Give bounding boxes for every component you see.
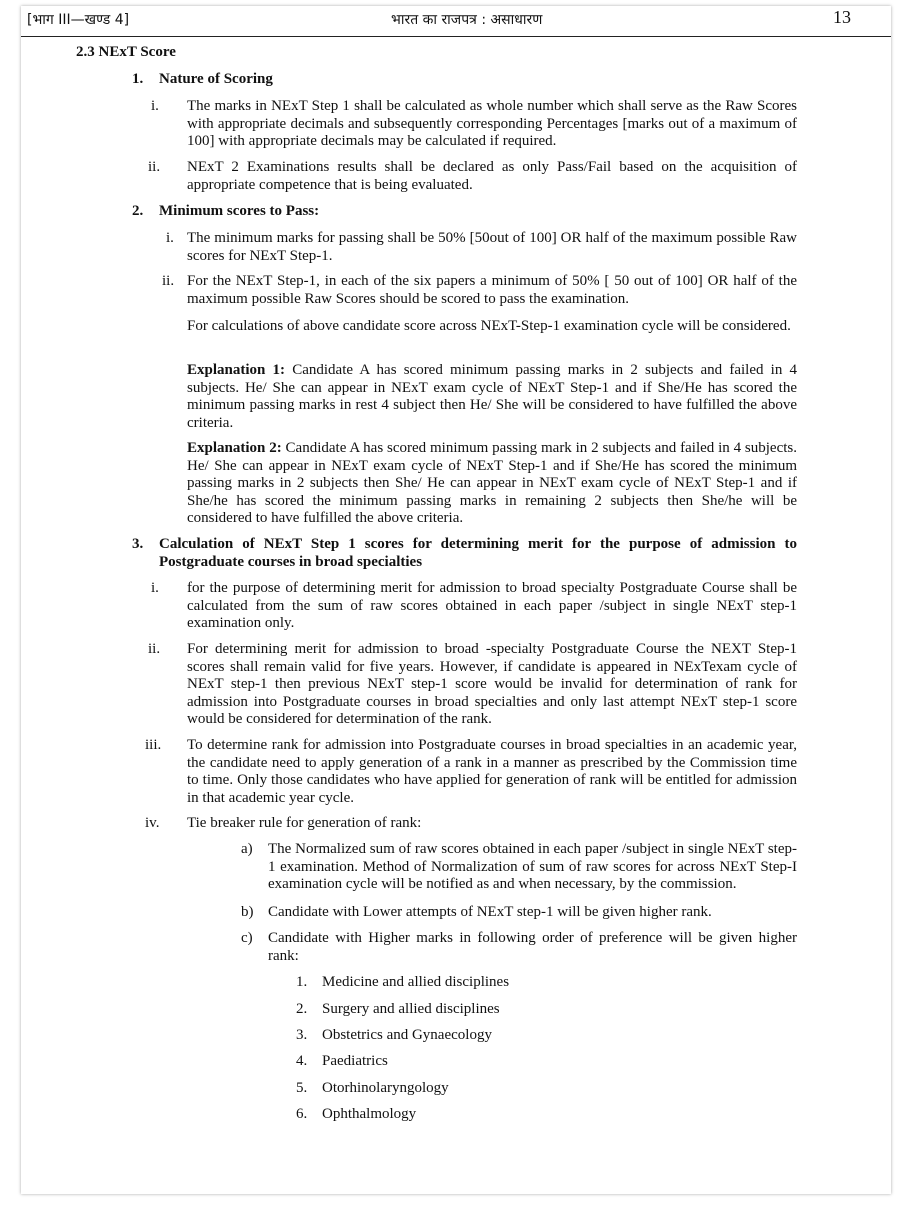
s2-item-1-text: The minimum marks for passing shall be 50% [50out of 100] OR half of the maximum possible Raw scores for NExT Step-1. bbox=[187, 230, 797, 264]
page-number: 13 bbox=[833, 7, 851, 27]
subject-3-num: 3. bbox=[296, 1027, 308, 1043]
s1-item-2-num: ii. bbox=[148, 159, 161, 175]
s3-title: Calculation of NExT Step 1 scores for determining merit for the purpose of admission to Postgraduate courses in broad specialties bbox=[159, 536, 797, 570]
section-heading bbox=[76, 44, 176, 62]
section-title: NExT Score bbox=[98, 44, 176, 60]
tie-rule-b-num: b) bbox=[241, 904, 254, 920]
tie-rule-c-num: c) bbox=[241, 930, 253, 946]
s2-title: Minimum scores to Pass: bbox=[159, 203, 320, 219]
s1-item-2-text: NExT 2 Examinations results shall be declared as only Pass/Fail based on the acquisition of appropriate competence that is being evaluated. bbox=[187, 159, 797, 193]
tie-rule-a-text: The Normalized sum of raw scores obtained in each paper /subject in single NExT step-1 examination. Method of Normalization of sum of raw scores for across NExT Step-I examination cycle will be notified as and when necessary, by the commission. bbox=[268, 841, 797, 893]
s2-item-2-num: ii. bbox=[162, 273, 175, 289]
subject-1-num: 1. bbox=[296, 974, 308, 990]
s3-item-3-num: iii. bbox=[145, 737, 162, 753]
s3-item-4-num: iv. bbox=[145, 815, 160, 831]
s2-note: For calculations of above candidate score across NExT-Step-1 examination cycle will be considered. bbox=[187, 318, 791, 334]
s3-item-3-text: To determine rank for admission into Postgraduate courses in broad specialties in an academic year, the candidate need to apply generation of a rank in a manner as prescribed by the Commission time to time. Only those candidates who have applied for generation of rank will be entitled for admission in that academic year cycle. bbox=[187, 737, 797, 806]
explanation-2 bbox=[187, 440, 797, 528]
s2-item-1-num: i. bbox=[166, 230, 174, 246]
explanation-1-label: Explanation 1: bbox=[187, 362, 286, 378]
s3-item-1-num: i. bbox=[151, 580, 159, 596]
s1-title: Nature of Scoring bbox=[159, 71, 273, 87]
subject-6-text: Ophthalmology bbox=[322, 1106, 417, 1122]
tie-rule-a-num: a) bbox=[241, 841, 253, 857]
tie-rule-b-text: Candidate with Lower attempts of NExT step-1 will be given higher rank. bbox=[268, 904, 712, 920]
page-header bbox=[21, 6, 891, 37]
s1-item-1-num: i. bbox=[151, 98, 159, 114]
section-number: 2.3 bbox=[76, 44, 95, 60]
subject-4-text: Paediatrics bbox=[322, 1053, 388, 1069]
s3-item-2-num: ii. bbox=[148, 641, 161, 657]
explanation-2-label: Explanation 2: bbox=[187, 440, 282, 456]
header-part: [भाग III—खण्ड 4] bbox=[27, 12, 130, 28]
s1-item-1-text: The marks in NExT Step 1 shall be calculated as whole number which shall serve as the Raw Scores with appropriate decimals and subsequently corresponding Percentages [marks out of a maximum of 100] with appropriate decimals may be calculated if required. bbox=[187, 98, 797, 150]
subject-4-num: 4. bbox=[296, 1053, 308, 1069]
s3-item-2-text: For determining merit for admission to broad -specialty Postgraduate Course the NEXT Step-1 scores shall remain valid for five years. However, if candidate is appeared in NExTexam cycle of NExT step-1 then previous NExT step-1 score would be invalid for determination of rank for admission into Postgraduate courses in broad specialties and only last attempt NExT step-1 score would be considered for determination of the rank. bbox=[187, 641, 797, 728]
subject-2-num: 2. bbox=[296, 1001, 308, 1017]
subject-5-num: 5. bbox=[296, 1080, 308, 1096]
s3-number: 3. bbox=[132, 536, 144, 552]
s2-number: 2. bbox=[132, 203, 144, 219]
subject-2-text: Surgery and allied disciplines bbox=[322, 1001, 500, 1017]
explanation-1 bbox=[187, 362, 797, 432]
subject-6-num: 6. bbox=[296, 1106, 308, 1122]
subject-3-text: Obstetrics and Gynaecology bbox=[322, 1027, 492, 1043]
explanation-1-text: Candidate A has scored minimum passing marks in 2 subjects and failed in 4 subjects. He/ She can appear in NExT exam cycle of NExT Step-1 and if She/He has scored the minimum passing marks in rest 4 subject then He/ She will be considered to have fulfilled the above criteria. bbox=[187, 362, 798, 431]
subject-1-text: Medicine and allied disciplines bbox=[322, 974, 510, 990]
s1-number: 1. bbox=[132, 71, 144, 87]
s2-item-2-text: For the NExT Step-1, in each of the six papers a minimum of 50% [ 50 out of 100] OR half of the maximum possible Raw Scores should be scored to pass the examination. bbox=[187, 273, 797, 307]
gazette-page bbox=[21, 6, 891, 1194]
tie-rule-c-text: Candidate with Higher marks in following order of preference will be given higher rank: bbox=[268, 930, 797, 964]
subject-5-text: Otorhinolaryngology bbox=[322, 1080, 449, 1096]
explanation-2-text: Candidate A has scored minimum passing mark in 2 subjects and failed in 4 subjects. He/ She can appear in NExT exam cycle of NExT Step-1 and if She/He has scored the minimum passing marks in 2 subjects then She/ He can appear in NExT exam cycle of NExT Step-1 and if She/he has scored the minimum passing marks in remaining 2 subjects then She/he will be considered to have fulfilled the above criteria. bbox=[187, 440, 797, 527]
s3-item-1-text: for the purpose of determining merit for admission to broad specialty Postgraduate Course shall be calculated from the sum of raw scores obtained in each paper /subject in single NExT step-1 examination only. bbox=[187, 580, 797, 632]
header-title: भारत का राजपत्र : असाधारण bbox=[391, 12, 543, 28]
s3-item-4-text: Tie breaker rule for generation of rank: bbox=[187, 815, 422, 831]
